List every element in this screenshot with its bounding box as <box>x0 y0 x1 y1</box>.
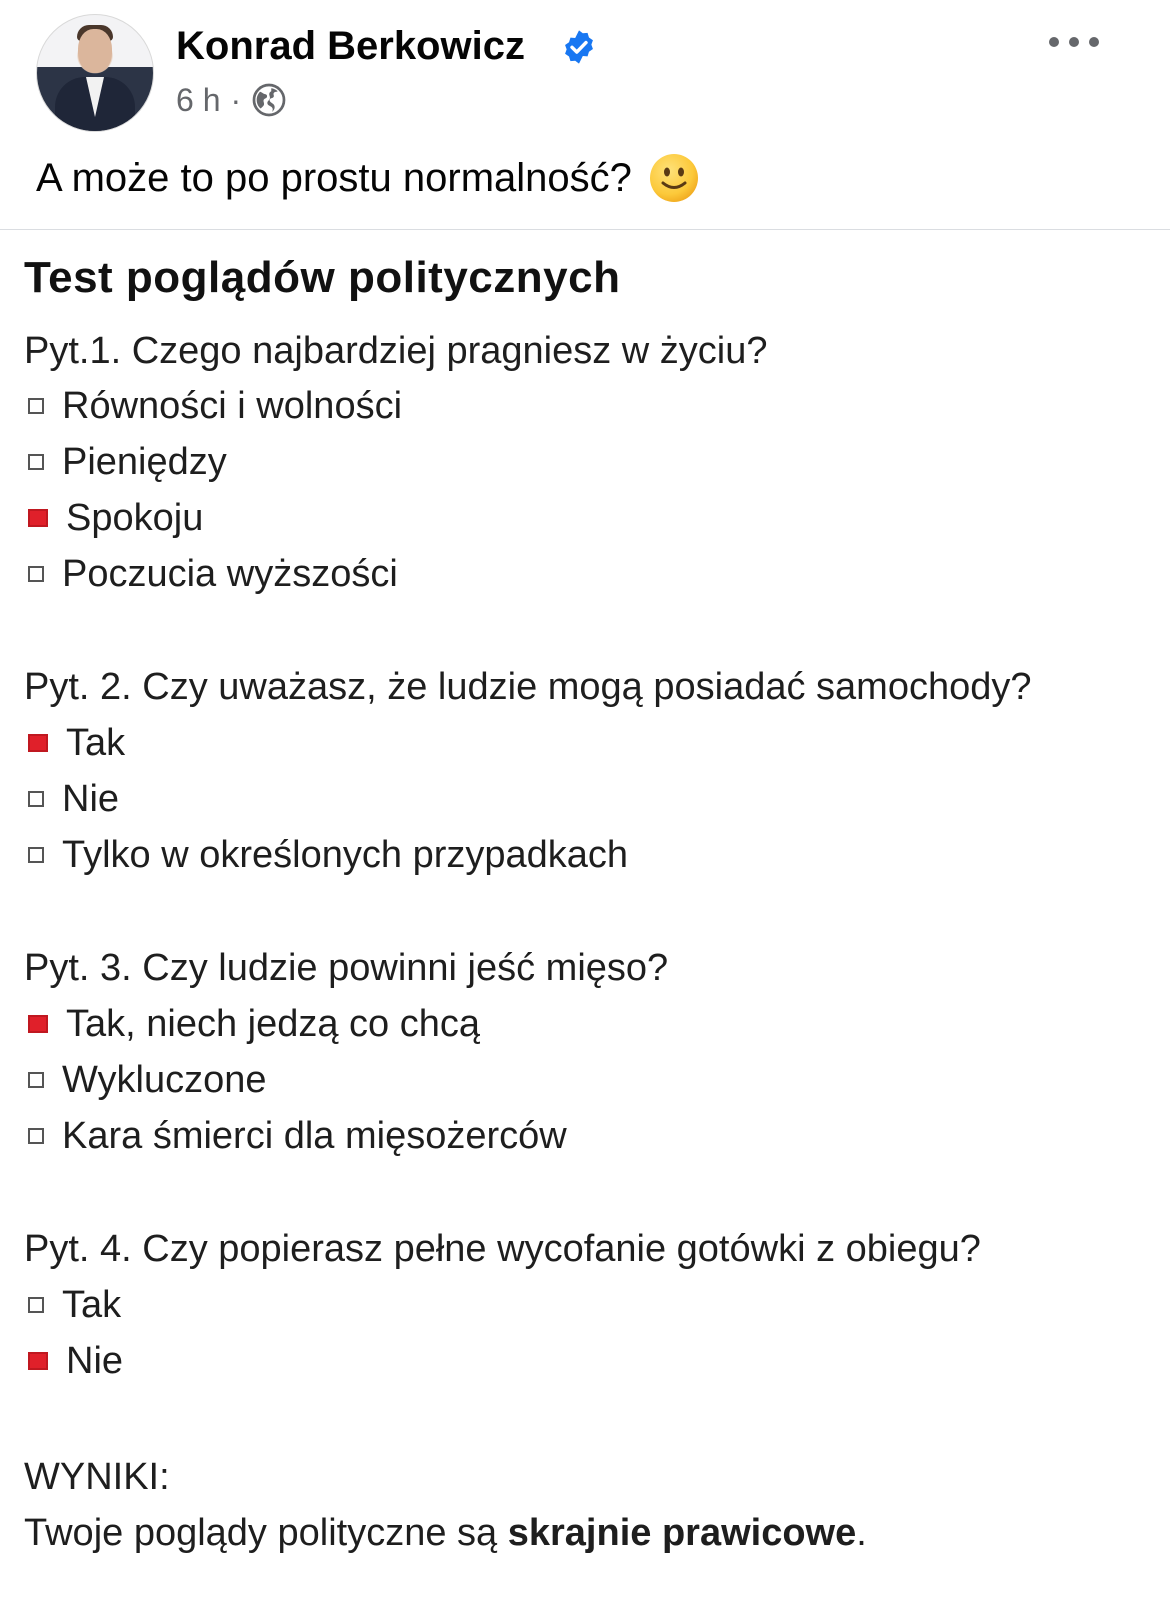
unchecked-checkbox-icon <box>28 847 44 863</box>
option-label: Pieniędzy <box>62 441 227 483</box>
question-2: Pyt. 2. Czy uważasz, że ludzie mogą posiadać samochody? <box>24 666 1032 708</box>
checked-checkbox-icon <box>28 509 48 527</box>
result-prefix: Twoje poglądy polityczne są <box>24 1512 508 1554</box>
post-meta <box>176 80 287 120</box>
option-label: Wykluczone <box>62 1059 267 1101</box>
question-3-option-1 <box>28 999 480 1049</box>
post-time[interactable]: 6 h <box>176 82 221 118</box>
option-label: Nie <box>66 1340 124 1382</box>
option-label: Tylko w określonych przypadkach <box>62 834 629 876</box>
unchecked-checkbox-icon <box>28 1072 44 1088</box>
checked-checkbox-icon <box>28 734 48 752</box>
globe-icon[interactable] <box>251 82 287 118</box>
unchecked-checkbox-icon <box>28 1297 44 1313</box>
caption-text: A może to po prostu normalność? <box>36 156 632 200</box>
checked-checkbox-icon <box>28 1015 48 1033</box>
result-text <box>24 1508 867 1558</box>
question-1-option-2 <box>28 437 227 487</box>
question-4: Pyt. 4. Czy popierasz pełne wycofanie gotówki z obiegu? <box>24 1228 981 1270</box>
question-1-option-4 <box>28 549 398 599</box>
question-3: Pyt. 3. Czy ludzie powinni jeść mięso? <box>24 947 669 989</box>
option-label: Tak <box>66 722 126 764</box>
checked-checkbox-icon <box>28 1352 48 1370</box>
post-image[interactable] <box>0 230 1170 1610</box>
unchecked-checkbox-icon <box>28 1128 44 1144</box>
question-1: Pyt.1. Czego najbardziej pragniesz w życiu? <box>24 330 768 372</box>
author-avatar[interactable] <box>36 14 154 132</box>
question-2-option-3 <box>28 830 628 880</box>
option-label: Kara śmierci dla mięsożerców <box>62 1115 567 1157</box>
result-suffix: . <box>856 1512 867 1554</box>
question-4-option-2 <box>28 1336 123 1386</box>
option-label: Spokoju <box>66 497 204 539</box>
question-3-option-2 <box>28 1055 267 1105</box>
question-1-option-1 <box>28 381 402 431</box>
question-4-option-1 <box>28 1280 121 1330</box>
unchecked-checkbox-icon <box>28 454 44 470</box>
option-label: Tak, niech jedzą co chcą <box>66 1003 481 1045</box>
question-2-option-2 <box>28 774 119 824</box>
question-3-option-3 <box>28 1111 567 1161</box>
question-1-option-3 <box>28 493 203 543</box>
unchecked-checkbox-icon <box>28 566 44 582</box>
option-label: Równości i wolności <box>62 385 403 427</box>
result-verdict: skrajnie prawicowe <box>507 1512 857 1554</box>
option-label: Tak <box>62 1284 122 1326</box>
results-label: WYNIKI: <box>24 1456 170 1498</box>
post-header <box>0 0 1170 140</box>
author-name[interactable]: Konrad Berkowicz <box>176 24 525 68</box>
meta-separator: · <box>230 82 242 118</box>
quiz-title: Test poglądów politycznych <box>24 253 621 302</box>
verified-badge-icon <box>560 28 598 66</box>
unchecked-checkbox-icon <box>28 791 44 807</box>
slightly-smiling-face-icon <box>648 152 700 204</box>
post-caption <box>36 150 700 206</box>
unchecked-checkbox-icon <box>28 398 44 414</box>
question-2-option-1 <box>28 718 125 768</box>
option-label: Poczucia wyższości <box>62 553 398 595</box>
avatar-head <box>78 29 112 73</box>
option-label: Nie <box>62 778 120 820</box>
more-options-icon[interactable] <box>1046 30 1102 54</box>
